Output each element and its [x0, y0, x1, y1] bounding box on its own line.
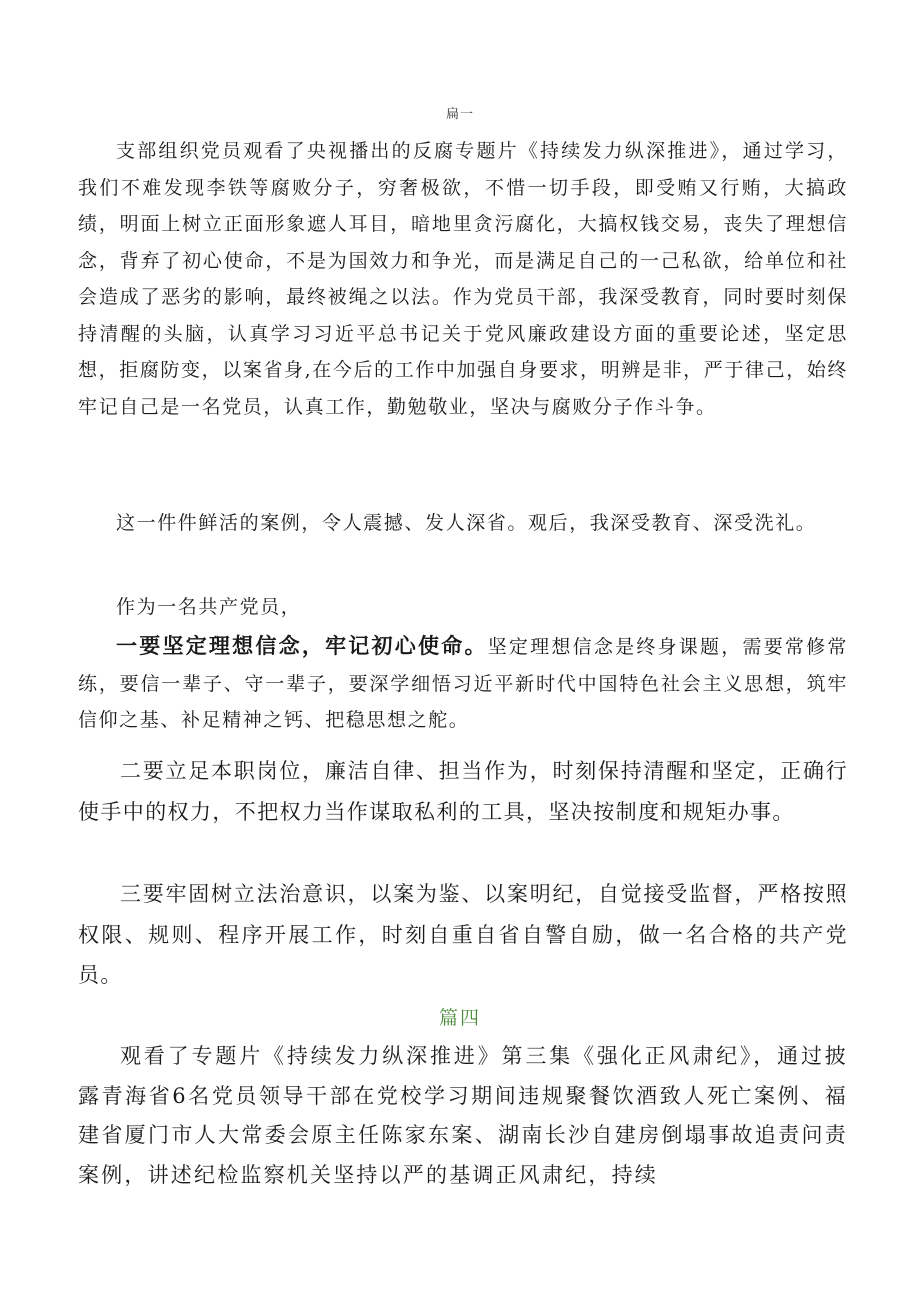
point-one-body: 坚定理想信念是终身课题，需要常修常练，要信一辈子、守一辈子，要深学细悟习近平新时代中国特色社会主义思想，筑牢信仰之基、补足精神之钙、把稳思想之舵。 [78, 636, 848, 731]
section-heading-four: 篇四 [438, 1007, 481, 1029]
paragraph-point-two: 二要立足本职岗位，廉洁自律、担当作为，时刻保持清醒和坚定，正确行使手中的权力，不把权力当作谋取私利的工具，坚决按制度和规矩办事。 [78, 759, 848, 824]
paragraph-point-one [78, 628, 848, 739]
paragraph-as-member: 作为一名共产党员， [116, 596, 302, 618]
section-heading-one: 扁一 [445, 107, 474, 122]
point-one-lead: 一要坚定理想信念，牢记初心使命。 [116, 633, 488, 658]
paragraph-intro: 支部组织党员观看了央视播出的反腐专题片《持续发力纵深推进》，通过学习，我们不难发现李铁等腐败分子，穷奢极欲，不惜一切手段，即受贿又行贿，大搞政绩，明面上树立正面形象遮人耳目，暗地里贪污腐化，大搞权钱交易，丧失了理想信念，背弃了初心使命，不是为国效力和争光，而是满足自己的一己私欲，给单位和社会造成了恶劣的影响，最终被绳之以法。作为党员干部，我深受教育，同时要时刻保持清醒的头脑，认真学习习近平总书记关于党风廉政建设方面的重要论述，坚定思想，拒腐防变，以案省身,在今后的工作中加强自身要求，明辨是非，严于律己，始终牢记自己是一名党员，认真工作，勤勉敬业，坚决与腐败分子作斗争。 [78, 140, 848, 418]
paragraph-cases: 这一件件鲜活的案例，令人震撼、发人深省。观后，我深受教育、深受洗礼。 [116, 512, 817, 534]
paragraph-section-four: 观看了专题片《持续发力纵深推进》第三集《强化正风肃纪》，通过披露青海省6名党员领导干部在党校学习期间违规聚餐饮酒致人死亡案例、福建省厦门市人大常委会原主任陈家东案、湖南长沙自建房倒塌事故追责问责案例，讲述纪检监察机关坚持以严的基调正风肃纪，持续 [78, 1044, 848, 1187]
paragraph-point-three: 三要牢固树立法治意识，以案为鉴、以案明纪，自觉接受监督，严格按照权限、规则、程序开展工作，时刻自重自省自警自励，做一名合格的共产党员。 [78, 882, 848, 987]
